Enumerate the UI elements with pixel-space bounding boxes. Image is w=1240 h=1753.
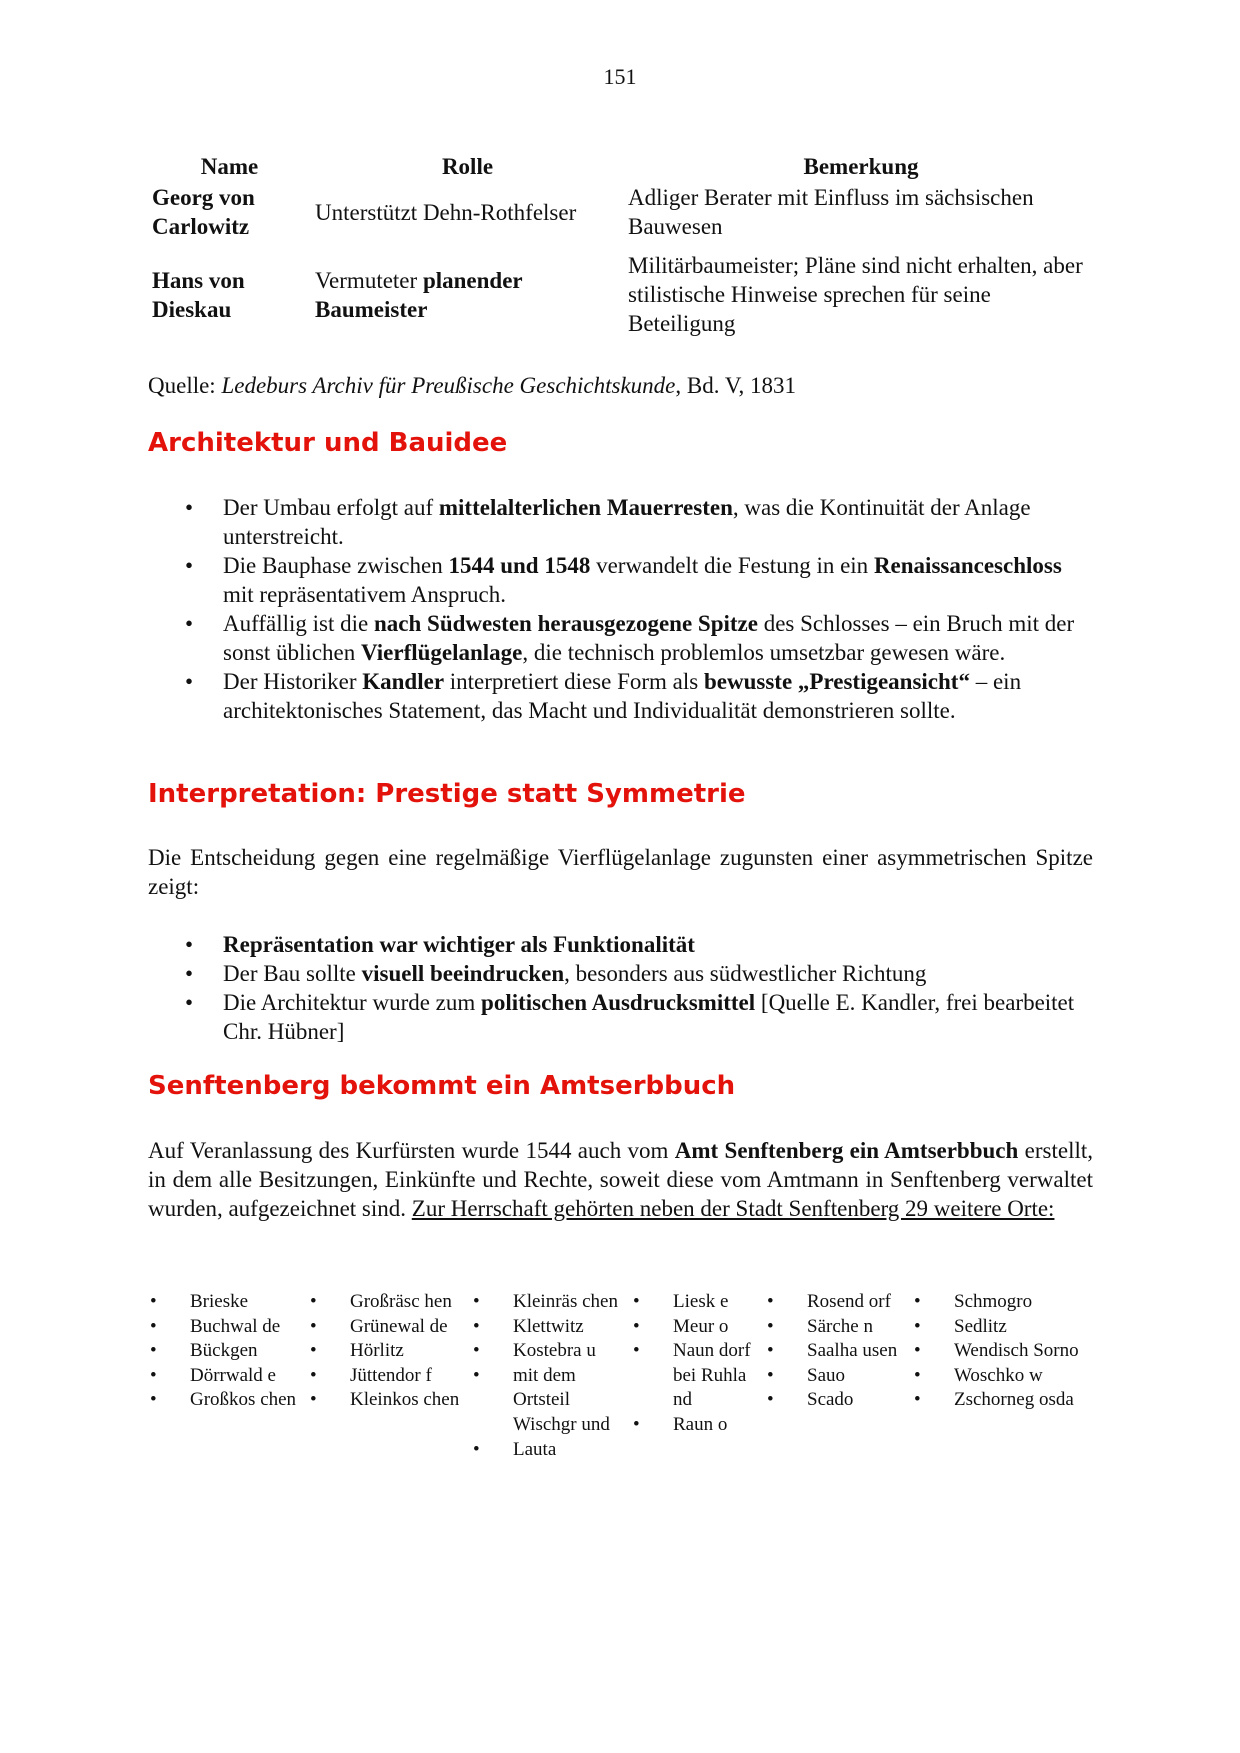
bullet-text: , besonders aus südwestlicher Richtung <box>564 961 927 986</box>
town-item: • Schmogro <box>912 1290 1079 1315</box>
para-bold: Amt Senftenberg ein Amtserbbuch <box>674 1138 1019 1163</box>
bullet-text: , die technisch problemlos umsetzbar gewesen wäre. <box>522 640 1006 665</box>
bullet-item <box>148 959 1098 988</box>
town-item: • Großkos chen <box>148 1388 305 1413</box>
town-item: • mit dem Ortsteil Wischgr und <box>471 1364 623 1438</box>
amtserbbuch-paragraph <box>148 1136 1093 1223</box>
bullet-text: , was die Kontinuität der Anlage unterstreicht. <box>223 495 1031 549</box>
town-item: • Särche n <box>765 1315 917 1340</box>
town-item: • Liesk e <box>631 1290 763 1315</box>
town-item: • Klettwitz <box>471 1315 623 1340</box>
bullet-text: mit repräsentativem Anspruch. <box>223 582 506 607</box>
bullet-text: Der Historiker <box>223 669 363 694</box>
header-role: Rolle <box>441 154 494 179</box>
cell-role <box>311 249 624 346</box>
table-header-row <box>148 150 1098 181</box>
bullet-bold-text: Repräsentation war wichtiger als Funktionalität <box>223 932 695 957</box>
town-item: • Dörrwald e <box>148 1364 305 1389</box>
persons-table <box>148 150 1098 346</box>
town-column <box>471 1290 623 1462</box>
bullet-text: – ein architektonisches Statement, das Macht und Individualität demonstrieren sollte. <box>223 669 1022 723</box>
bullet-text: interpretiert diese Form als <box>444 669 704 694</box>
town-item: • Jüttendor f <box>308 1364 465 1389</box>
bullet-text: Der Umbau erfolgt auf <box>223 495 439 520</box>
town-item: • Großräsc hen <box>308 1290 465 1315</box>
town-item: • Bückgen <box>148 1339 305 1364</box>
town-item: • Zschorneg osda <box>912 1388 1079 1413</box>
bullet-text: verwandelt die Festung in ein <box>590 553 874 578</box>
bullet-item <box>148 988 1098 1046</box>
town-item: • Grünewal de <box>308 1315 465 1340</box>
bullet-item <box>148 493 1098 551</box>
heading-architektur: Architektur und Bauidee <box>148 428 508 458</box>
town-column <box>765 1290 917 1413</box>
town-item: • Rosend orf <box>765 1290 917 1315</box>
source-prefix: Quelle: <box>148 373 222 398</box>
cell-role <box>311 181 624 249</box>
town-item: • Sauo <box>765 1364 917 1389</box>
cell-note: Militärbaumeister; Pläne sind nicht erhalten, aber stilistische Hinweise sprechen für seine Beteiligung <box>628 253 1083 336</box>
table-row <box>148 249 1098 346</box>
bullet-bold-text: Vierflügelanlage <box>361 640 523 665</box>
bullet-bold-text: Kandler <box>362 669 445 694</box>
header-note: Bemerkung <box>803 154 919 179</box>
para-text-a: Auf Veranlassung des Kurfürsten wurde 1544 auch vom <box>148 1138 675 1163</box>
heading-amtserbbuch: Senftenberg bekommt ein Amtserbbuch <box>148 1071 736 1101</box>
architektur-bullet-list <box>148 493 1098 725</box>
bullet-bold-text: nach Südwesten herausgezogene Spitze <box>373 611 758 636</box>
cell-name: Hans von Dieskau <box>152 267 245 322</box>
town-item: • Sedlitz <box>912 1315 1079 1340</box>
cell-role-text: Unterstützt Dehn-Rothfelser <box>315 199 577 225</box>
bullet-bold-text: bewusste „Prestigeansicht“ <box>703 669 970 694</box>
town-item: • Lauta <box>471 1438 623 1463</box>
bullet-bold-text: Renaissanceschloss <box>873 553 1062 578</box>
bullet-bold-text: mittelalterlichen Mauerresten <box>438 495 733 520</box>
bullet-text: Die Bauphase zwischen <box>223 553 449 578</box>
bullet-item <box>148 551 1098 609</box>
town-column <box>148 1290 305 1413</box>
town-item: • Hörlitz <box>308 1339 465 1364</box>
town-item: • Woschko w <box>912 1364 1079 1389</box>
page-number: 151 <box>603 64 637 89</box>
para-underlined: Zur Herrschaft gehörten neben der Stadt Senftenberg 29 weitere Orte: <box>411 1196 1055 1221</box>
bullet-item <box>148 667 1098 725</box>
town-column <box>912 1290 1079 1413</box>
bullet-text: des Schlosses – ein Bruch mit der sonst üblichen <box>223 611 1075 665</box>
source-citation <box>148 373 796 399</box>
town-item: • Saalha usen <box>765 1339 917 1364</box>
bullet-text: Der Bau sollte <box>223 961 362 986</box>
town-item: • Kleinkos chen <box>308 1388 465 1413</box>
town-item: • Buchwal de <box>148 1315 305 1340</box>
header-name: Name <box>200 154 259 179</box>
bullet-item <box>148 609 1098 667</box>
town-item: • Meur o <box>631 1315 763 1340</box>
source-title: Ledeburs Archiv für Preußische Geschichtskunde <box>221 373 676 398</box>
town-item: • Wendisch Sorno <box>912 1339 1079 1364</box>
town-item: • Scado <box>765 1388 917 1413</box>
para-text-b: erstellt, in dem alle Besitzungen, Einkünfte und Rechte, soweit diese vom Amtmann in Senftenberg verwaltet wurden, aufgezeichnet sind. <box>148 1138 1093 1221</box>
bullet-text: Auffällig ist die <box>223 611 374 636</box>
cell-role-bold: planender Baumeister <box>315 267 523 322</box>
interpretation-intro: Die Entscheidung gegen eine regelmäßige Vierflügelanlage zugunsten einer asymmetrischen Spitze zeigt: <box>148 845 1093 899</box>
cell-role-text: Vermuteter <box>315 267 423 293</box>
town-item: • Raun o <box>631 1413 763 1438</box>
town-item: • Brieske <box>148 1290 305 1315</box>
town-column <box>631 1290 763 1438</box>
bullet-bold-text: 1544 und 1548 <box>448 553 591 578</box>
bullet-text: Die Architektur wurde zum <box>223 990 482 1015</box>
bullet-item <box>148 930 1098 959</box>
heading-interpretation: Interpretation: Prestige statt Symmetrie <box>148 779 746 809</box>
source-suffix: , Bd. V, 1831 <box>675 373 796 398</box>
town-item: • Kleinräs chen <box>471 1290 623 1315</box>
cell-name: Georg von Carlowitz <box>152 185 255 239</box>
table-row <box>148 181 1098 249</box>
interpretation-bullet-list <box>148 930 1098 1046</box>
cell-note: Adliger Berater mit Einfluss im sächsischen Bauwesen <box>628 185 1034 239</box>
bullet-text: [Quelle E. Kandler, frei bearbeitet Chr. Hübner] <box>223 990 1075 1044</box>
bullet-bold-text: politischen Ausdrucksmittel <box>481 990 756 1015</box>
town-item: • Kostebra u <box>471 1339 623 1364</box>
town-item: • Naun dorf bei Ruhla nd <box>631 1339 763 1413</box>
town-column <box>308 1290 465 1413</box>
bullet-bold-text: visuell beeindrucken <box>361 961 565 986</box>
